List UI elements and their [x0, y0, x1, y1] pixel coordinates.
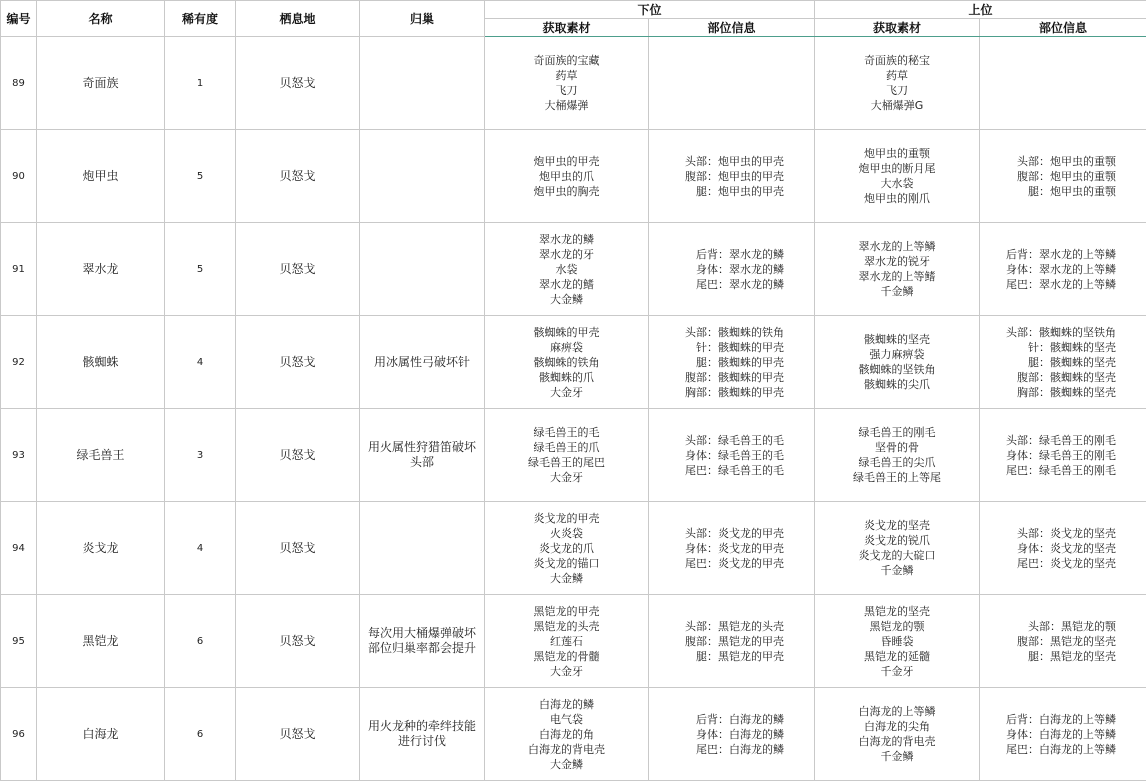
cell-name: 黑铠龙 — [37, 595, 165, 688]
list-item: 绿毛兽王的尾巴 — [528, 456, 605, 469]
list-item: 大桶爆弹 — [544, 99, 589, 112]
header-id: 编号 — [1, 1, 37, 37]
cell-name: 白海龙 — [37, 688, 165, 781]
cell-id: 92 — [1, 316, 37, 409]
cell-high-materials — [815, 316, 980, 409]
list-item: 腿：骸蜘蛛的坚壳 — [1028, 355, 1117, 369]
list-item: 腿：骸蜘蛛的甲壳 — [696, 355, 785, 369]
list-item: 千金牙 — [880, 664, 914, 678]
list-item: 大金牙 — [550, 385, 583, 399]
list-item: 坚骨的骨 — [875, 441, 920, 454]
header-high-materials: 获取素材 — [815, 19, 980, 37]
list-item: 大金鳞 — [550, 757, 583, 771]
cell-habitat: 贝怒戈 — [236, 316, 360, 409]
list-item: 翠水龙的鳞 — [539, 232, 594, 246]
cell-id: 89 — [1, 37, 37, 130]
list-item: 头部：骸蜘蛛的坚铁角 — [1006, 325, 1117, 339]
quest-note-text: 每次用大桶爆弹破坏部位归巢率都会提升 — [367, 626, 476, 655]
list-item: 骸蜘蛛的爪 — [539, 370, 594, 384]
list-item: 后背：白海龙的鳞 — [696, 712, 785, 726]
cell-id: 94 — [1, 502, 37, 595]
list-item: 头部：黑铠龙的颚 — [1028, 619, 1117, 633]
list-item: 白海龙的背电壳 — [858, 735, 936, 748]
list-item: 大金鳞 — [550, 292, 583, 306]
table-body — [1, 37, 1146, 781]
list-item: 大金牙 — [550, 664, 583, 678]
list-item: 黑铠龙的甲壳 — [533, 604, 600, 618]
list-item: 骸蜘蛛的坚铁角 — [858, 363, 936, 376]
list-item: 针：骸蜘蛛的坚壳 — [1028, 340, 1117, 354]
cell-habitat: 贝怒戈 — [236, 409, 360, 502]
list-item: 麻痹袋 — [550, 340, 583, 354]
list-item: 身体：绿毛兽王的刚毛 — [1006, 448, 1117, 462]
cell-rarity: 5 — [165, 130, 236, 223]
cell-rarity: 1 — [165, 37, 236, 130]
table-row — [1, 595, 1146, 688]
cell-low-parts — [649, 502, 815, 595]
list-item: 翠水龙的上等鳍 — [858, 270, 936, 283]
list-item: 头部：骸蜘蛛的铁角 — [685, 325, 785, 339]
cell-low-materials — [485, 223, 649, 316]
list-item: 绿毛兽王的爪 — [533, 441, 600, 454]
list-item: 炮甲虫的断月尾 — [858, 162, 936, 175]
cell-rarity: 5 — [165, 223, 236, 316]
list-item: 尾巴：白海龙的上等鳞 — [1006, 742, 1117, 756]
cell-low-parts — [649, 316, 815, 409]
list-item: 骸蜘蛛的铁角 — [533, 355, 600, 369]
cell-low-materials — [485, 37, 649, 130]
cell-low-parts — [649, 37, 815, 130]
list-item: 腿：黑铠龙的坚壳 — [1028, 649, 1117, 663]
cell-high-parts — [980, 502, 1146, 595]
list-item: 头部：黑铠龙的头壳 — [685, 619, 785, 633]
cell-low-parts — [649, 595, 815, 688]
cell-habitat: 贝怒戈 — [236, 223, 360, 316]
list-item: 大桶爆弹G — [870, 99, 924, 112]
list-item: 白海龙的背电壳 — [528, 742, 605, 756]
list-item: 药草 — [886, 69, 909, 82]
list-item: 绿毛兽王的上等尾 — [853, 471, 942, 484]
cell-id: 93 — [1, 409, 37, 502]
cell-low-parts — [649, 409, 815, 502]
list-item: 炮甲虫的甲壳 — [533, 154, 600, 168]
list-item: 昏睡袋 — [880, 634, 914, 648]
list-item: 白海龙的鳞 — [539, 697, 594, 711]
list-item: 黑铠龙的骨髓 — [533, 649, 600, 663]
list-item: 后背：翠水龙的鳞 — [696, 247, 785, 261]
cell-quest-note — [360, 130, 485, 223]
header-high-parts: 部位信息 — [980, 19, 1146, 37]
list-item: 白海龙的角 — [539, 727, 594, 741]
cell-high-parts — [980, 316, 1146, 409]
table-row — [1, 409, 1146, 502]
list-item: 水袋 — [555, 262, 578, 276]
list-item: 翠水龙的上等鳞 — [858, 240, 936, 253]
cell-rarity: 3 — [165, 409, 236, 502]
list-item: 尾巴：翠水龙的上等鳞 — [1006, 277, 1117, 291]
list-item: 头部：炮甲虫的重颚 — [1017, 154, 1117, 168]
cell-quest-note — [360, 37, 485, 130]
table-row — [1, 502, 1146, 595]
list-item: 后背：白海龙的上等鳞 — [1006, 712, 1117, 726]
cell-quest-note — [360, 316, 485, 409]
list-item: 骸蜘蛛的尖爪 — [864, 378, 931, 391]
list-item: 绿毛兽王的刚毛 — [858, 426, 936, 439]
list-item: 尾巴：翠水龙的鳞 — [696, 277, 785, 291]
list-item: 大水袋 — [880, 177, 914, 190]
cell-low-materials — [485, 502, 649, 595]
cell-quest-note — [360, 595, 485, 688]
list-item: 千金鳞 — [880, 750, 914, 763]
list-item: 翠水龙的牙 — [539, 247, 594, 261]
cell-name: 奇面族 — [37, 37, 165, 130]
cell-high-parts — [980, 37, 1146, 130]
list-item: 黑铠龙的坚壳 — [864, 604, 931, 618]
list-item: 炮甲虫的刚爪 — [864, 192, 931, 205]
list-item: 绿毛兽王的尖爪 — [858, 456, 936, 469]
list-item: 头部：绿毛兽王的刚毛 — [1006, 433, 1117, 447]
list-item: 身体：翠水龙的鳞 — [696, 262, 785, 276]
list-item: 飞刀 — [555, 84, 578, 97]
list-item: 骸蜘蛛的坚壳 — [864, 333, 931, 346]
list-item: 绿毛兽王的毛 — [533, 426, 600, 439]
list-item: 黑铠龙的延髓 — [864, 649, 931, 663]
list-item: 飞刀 — [886, 84, 909, 97]
cell-high-parts — [980, 595, 1146, 688]
list-item: 强力麻痹袋 — [869, 348, 925, 361]
cell-high-parts — [980, 409, 1146, 502]
list-item: 炮甲虫的胸壳 — [533, 184, 600, 198]
list-item: 炎戈龙的甲壳 — [533, 511, 600, 525]
cell-id: 90 — [1, 130, 37, 223]
quest-note-text: 用火属性狩猎笛破坏头部 — [367, 440, 476, 469]
list-item: 骸蜘蛛的甲壳 — [533, 325, 600, 339]
list-item: 尾巴：炎戈龙的甲壳 — [685, 556, 785, 570]
quest-note-text: 用火龙种的牵绊技能进行讨伐 — [367, 719, 476, 748]
list-item: 针：骸蜘蛛的甲壳 — [696, 340, 785, 354]
list-item: 尾巴：绿毛兽王的毛 — [685, 463, 785, 477]
cell-low-parts — [649, 130, 815, 223]
list-item: 身体：炎戈龙的坚壳 — [1017, 541, 1117, 555]
list-item: 腹部：黑铠龙的甲壳 — [685, 634, 785, 648]
cell-quest-note — [360, 502, 485, 595]
list-item: 电气袋 — [550, 712, 583, 726]
list-item: 炎戈龙的锐爪 — [864, 534, 931, 547]
cell-habitat: 贝怒戈 — [236, 37, 360, 130]
list-item: 胸部：骸蜘蛛的坚壳 — [1017, 385, 1117, 399]
list-item: 身体：翠水龙的上等鳞 — [1006, 262, 1117, 276]
cell-quest-note — [360, 223, 485, 316]
list-item: 胸部：骸蜘蛛的甲壳 — [685, 385, 785, 399]
cell-high-materials — [815, 688, 980, 781]
list-item: 炮甲虫的重颚 — [864, 147, 931, 160]
cell-high-parts — [980, 688, 1146, 781]
list-item: 腹部：黑铠龙的坚壳 — [1017, 634, 1117, 648]
list-item: 后背：翠水龙的上等鳞 — [1006, 247, 1117, 261]
quest-note-text: 用冰属性弓破坏针 — [373, 354, 470, 369]
header-low-rank: 下位 — [485, 1, 815, 19]
cell-rarity: 4 — [165, 316, 236, 409]
list-item: 身体：白海龙的鳞 — [696, 727, 785, 741]
cell-id: 91 — [1, 223, 37, 316]
list-item: 身体：白海龙的上等鳞 — [1006, 727, 1117, 741]
header-high-rank: 上位 — [815, 1, 1146, 19]
list-item: 药草 — [555, 69, 578, 82]
cell-quest-note — [360, 409, 485, 502]
list-item: 腹部：炮甲虫的重颚 — [1017, 169, 1117, 183]
header-low-materials: 获取素材 — [485, 19, 649, 37]
cell-name: 骸蜘蛛 — [37, 316, 165, 409]
cell-high-materials — [815, 595, 980, 688]
list-item: 腹部：骸蜘蛛的甲壳 — [685, 370, 785, 384]
list-item: 腿：黑铠龙的甲壳 — [696, 649, 785, 663]
list-item: 头部：炎戈龙的甲壳 — [685, 526, 785, 540]
cell-low-parts — [649, 688, 815, 781]
list-item: 千金鳞 — [880, 564, 914, 577]
list-item: 翠水龙的锐牙 — [864, 255, 931, 268]
header-rarity: 稀有度 — [165, 1, 236, 37]
list-item: 翠水龙的鳍 — [539, 277, 594, 291]
cell-habitat: 贝怒戈 — [236, 595, 360, 688]
list-item: 炮甲虫的爪 — [539, 169, 594, 183]
list-item: 大金牙 — [550, 471, 583, 484]
cell-high-parts — [980, 130, 1146, 223]
list-item: 黑铠龙的颚 — [869, 619, 925, 633]
list-item: 身体：炎戈龙的甲壳 — [685, 541, 785, 555]
table-row — [1, 316, 1146, 409]
list-item: 尾巴：炎戈龙的坚壳 — [1017, 556, 1117, 570]
table-row — [1, 37, 1146, 130]
list-item: 火炎袋 — [550, 526, 583, 540]
header-habitat: 栖息地 — [236, 1, 360, 37]
list-item: 白海龙的上等鳞 — [858, 705, 936, 718]
cell-rarity: 6 — [165, 688, 236, 781]
list-item: 头部：绿毛兽王的毛 — [685, 433, 785, 447]
cell-high-materials — [815, 409, 980, 502]
table-row — [1, 130, 1146, 223]
cell-low-materials — [485, 409, 649, 502]
cell-low-parts — [649, 223, 815, 316]
list-item: 头部：炮甲虫的甲壳 — [685, 154, 785, 168]
cell-high-materials — [815, 37, 980, 130]
table-row — [1, 688, 1146, 781]
cell-id: 95 — [1, 595, 37, 688]
cell-habitat: 贝怒戈 — [236, 688, 360, 781]
list-item: 尾巴：绿毛兽王的刚毛 — [1006, 463, 1117, 477]
cell-low-materials — [485, 595, 649, 688]
list-item: 腿：炮甲虫的甲壳 — [696, 184, 785, 198]
cell-rarity: 4 — [165, 502, 236, 595]
list-item: 奇面族的宝藏 — [533, 54, 600, 67]
list-item: 红莲石 — [550, 634, 583, 648]
list-item: 大金鳞 — [550, 571, 583, 585]
header-quest: 归巢 — [360, 1, 485, 37]
cell-habitat: 贝怒戈 — [236, 502, 360, 595]
cell-low-materials — [485, 130, 649, 223]
list-item: 炎戈龙的大碇口 — [858, 549, 936, 562]
header-name: 名称 — [37, 1, 165, 37]
list-item: 黑铠龙的头壳 — [533, 619, 600, 633]
list-item: 腿：炮甲虫的重颚 — [1028, 184, 1117, 198]
cell-high-materials — [815, 223, 980, 316]
list-item: 腹部：炮甲虫的甲壳 — [685, 169, 785, 183]
header-low-parts: 部位信息 — [649, 19, 815, 37]
cell-name: 炎戈龙 — [37, 502, 165, 595]
list-item: 炎戈龙的锚口 — [533, 556, 600, 570]
list-item: 炎戈龙的爪 — [539, 541, 594, 555]
list-item: 尾巴：白海龙的鳞 — [696, 742, 785, 756]
cell-high-materials — [815, 502, 980, 595]
list-item: 白海龙的尖角 — [864, 720, 931, 733]
cell-high-materials — [815, 130, 980, 223]
list-item: 身体：绿毛兽王的毛 — [685, 448, 785, 462]
cell-name: 炮甲虫 — [37, 130, 165, 223]
list-item: 奇面族的秘宝 — [864, 54, 931, 67]
table-row — [1, 223, 1146, 316]
list-item: 腹部：骸蜘蛛的坚壳 — [1017, 370, 1117, 384]
cell-name: 绿毛兽王 — [37, 409, 165, 502]
cell-low-materials — [485, 688, 649, 781]
cell-low-materials — [485, 316, 649, 409]
cell-habitat: 贝怒戈 — [236, 130, 360, 223]
cell-id: 96 — [1, 688, 37, 781]
cell-high-parts — [980, 223, 1146, 316]
list-item: 头部：炎戈龙的坚壳 — [1017, 526, 1117, 540]
cell-quest-note — [360, 688, 485, 781]
cell-rarity: 6 — [165, 595, 236, 688]
cell-name: 翠水龙 — [37, 223, 165, 316]
list-item: 炎戈龙的坚壳 — [864, 519, 931, 532]
list-item: 千金鳞 — [880, 285, 914, 298]
